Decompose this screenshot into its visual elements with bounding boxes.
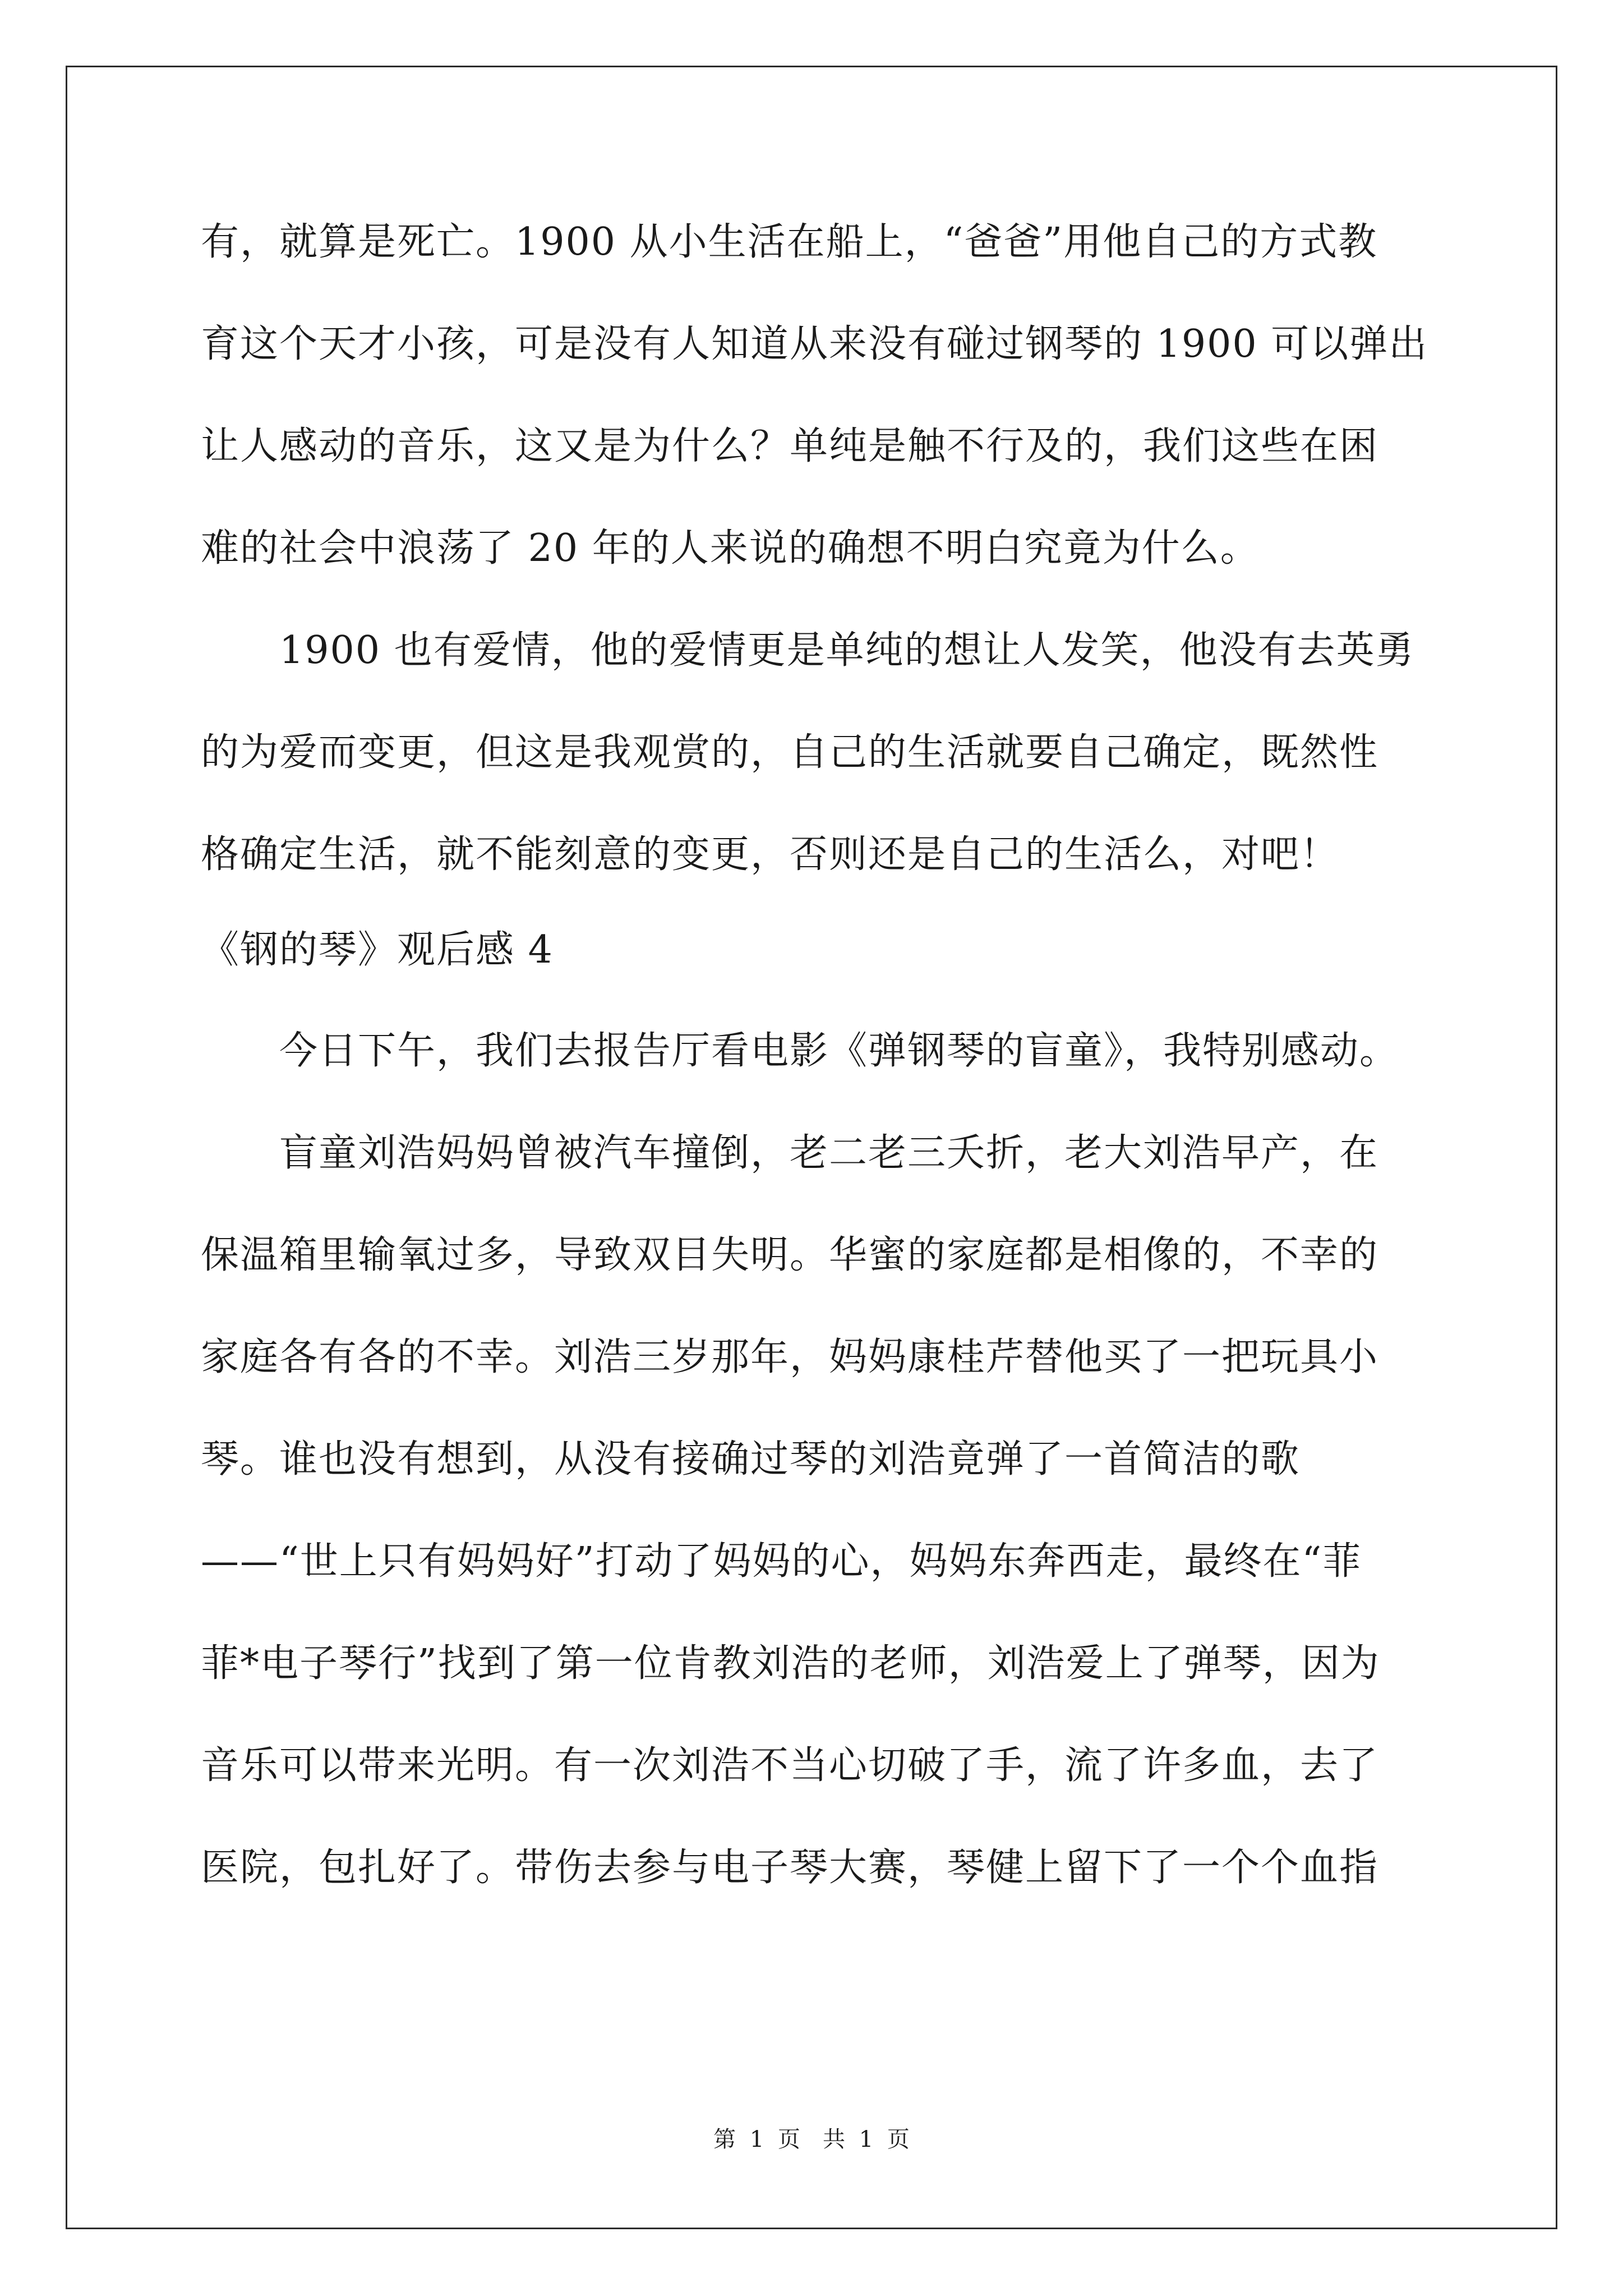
text-line: 音乐可以带来光明。有一次刘浩不当心切破了手，流了许多血，去了	[201, 1743, 1379, 1788]
text-line: 今日下午，我们去报告厅看电影《弹钢琴的盲童》，我特别感动。	[201, 1029, 1399, 1073]
text-line: 菲*电子琴行”找到了第一位肯教刘浩的老师，刘浩爱上了弹琴，因为	[201, 1641, 1380, 1686]
section-heading: 《钢的琴》观后感 4	[201, 928, 554, 972]
page-number-footer: 第 1 页 共 1 页	[713, 2127, 910, 2152]
text-line: 家庭各有各的不幸。刘浩三岁那年，妈妈康桂芹替他买了一把玩具小	[201, 1335, 1379, 1379]
text-line: 让人感动的音乐，这又是为什么？单纯是触不行及的，我们这些在困	[201, 424, 1379, 468]
text-line: 琴。谁也没有想到，从没有接确过琴的刘浩竟弹了一首简洁的歌	[201, 1437, 1301, 1481]
text-line: 医院，包扎好了。带伤去参与电子琴大赛，琴健上留下了一个个血指	[201, 1846, 1379, 1890]
text-line: 的为爱而变更，但这是我观赏的，自己的生活就要自己确定，既然性	[201, 730, 1379, 775]
text-line: 盲童刘浩妈妈曾被汽车撞倒，老二老三夭折，老大刘浩早产，在	[201, 1131, 1379, 1175]
text-line: 难的社会中浪荡了 20 年的人来说的确想不明白究竟为什么。	[201, 526, 1260, 570]
text-line: 育这个天才小孩，可是没有人知道从来没有碰过钢琴的 1900 可以弹出	[201, 322, 1428, 366]
text-line: 1900 也有爱情，他的爱情更是单纯的想让人发笑，他没有去英勇	[201, 628, 1415, 673]
text-line: 格确定生活，就不能刻意的变更，否则还是自己的生活么，对吧！	[201, 832, 1340, 877]
text-line: 保温箱里输氧过多，导致双目失明。华蜜的家庭都是相像的，不幸的	[201, 1233, 1379, 1277]
text-line: 有，就算是死亡。1900 从小生活在船上，“爸爸”用他自己的方式教	[201, 220, 1378, 264]
text-line: ——“世上只有妈妈好”打动了妈妈的心，妈妈东奔西走，最终在“菲	[201, 1539, 1362, 1584]
